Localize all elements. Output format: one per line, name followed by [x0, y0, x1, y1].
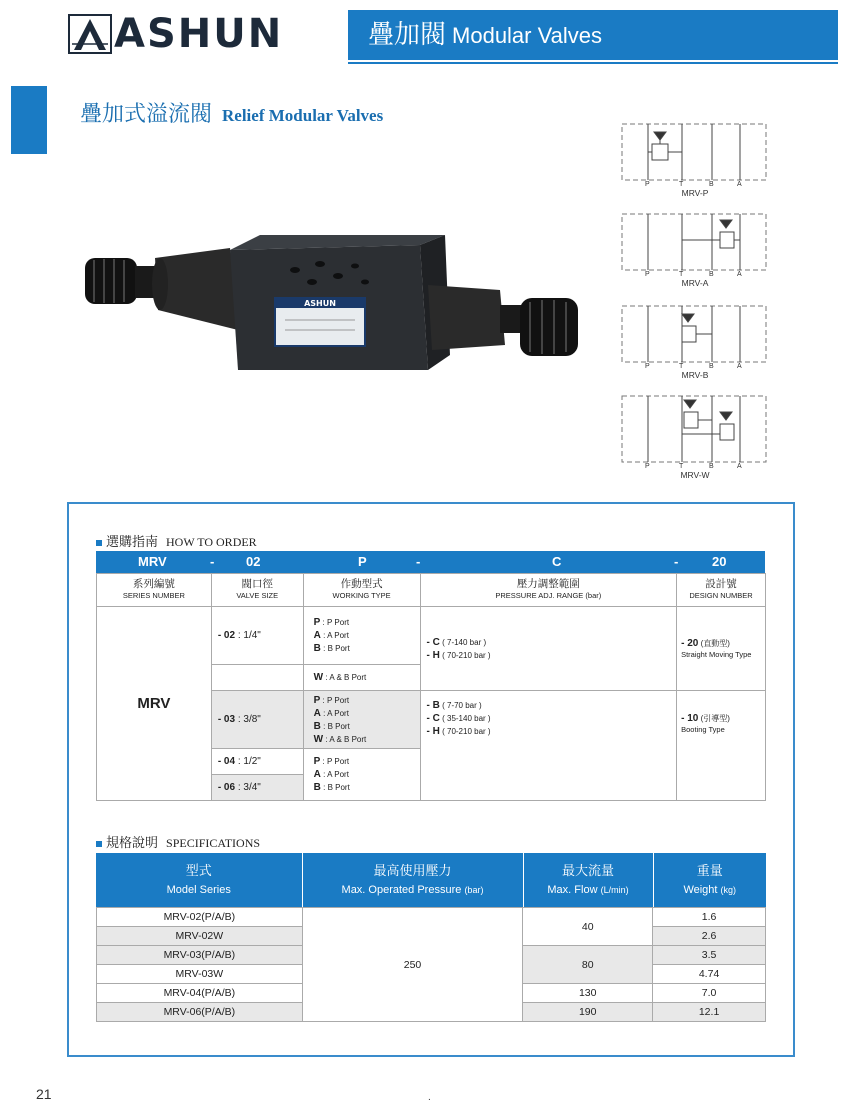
code-size: 02 [246, 554, 261, 569]
pressure-cell: 250 [302, 908, 523, 1022]
work-type-cell: P : P Port A : A Port B : B Port [303, 749, 420, 801]
flow-cell: 80 [523, 946, 653, 984]
order-column-headers [97, 574, 766, 607]
port-label: P [645, 271, 650, 278]
specifications-zh: 規格說明 [106, 835, 159, 850]
schematic-label: MRV-B [681, 370, 709, 380]
pressure-cell: - B ( 7-70 bar ) - C ( 35-140 bar ) - H ( 70-210 bar ) [420, 691, 677, 801]
side-tab [11, 86, 47, 154]
nameplate-logo: ASHUN [304, 299, 336, 308]
size-cell: - 04 : 1/2" [211, 749, 303, 775]
schematic-mrv-p [620, 122, 770, 212]
spec-table-header [96, 853, 766, 907]
code-pressure: C [552, 554, 562, 569]
spec-col-flow: 最大流量 Max. Flow (L/min) [523, 853, 653, 907]
weight-cell: 4.74 [653, 965, 766, 984]
schematic-diagram-icon [620, 212, 770, 274]
port-label: A [737, 181, 742, 188]
page-title-zh: 疊加閥 [368, 19, 447, 49]
how-to-order-en: HOW TO ORDER [166, 535, 257, 549]
how-to-order-zh: 選購指南 [106, 534, 159, 549]
pressure-cell: - C ( 7-140 bar ) - H ( 70-210 bar ) [420, 607, 677, 691]
port-label: B [709, 181, 714, 188]
section-title [80, 100, 383, 130]
size-cell: - 03 : 3/8" [211, 691, 303, 749]
schematic-mrv-b [620, 304, 770, 394]
weight-cell: 2.6 [653, 927, 766, 946]
design-cell: - 10 (引導型) Booting Type [677, 691, 766, 801]
model-cell: MRV-03(P/A/B) [97, 946, 303, 965]
specifications-en: SPECIFICATIONS [166, 836, 261, 850]
bullet-square-icon [96, 841, 102, 847]
schematic-mrv-a [620, 212, 770, 302]
logo-text: ASHUN [114, 11, 284, 57]
model-cell: MRV-06(P/A/B) [97, 1003, 303, 1022]
port-label: P [645, 463, 650, 470]
schematic-diagram-icon [620, 122, 770, 184]
table-row [97, 607, 766, 665]
model-cell: MRV-04(P/A/B) [97, 984, 303, 1003]
size-cell-empty [211, 665, 303, 691]
work-type-cell: P : P Port A : A Port B : B Port [303, 607, 420, 665]
code-design: 20 [712, 554, 727, 569]
code-dash: - [210, 554, 215, 569]
code-type: P [358, 554, 367, 569]
col-design-number: 設計號 DESIGN NUMBER [677, 574, 766, 607]
schematic-label: MRV-P [681, 188, 709, 198]
order-code-bar [96, 551, 765, 573]
model-cell: MRV-03W [97, 965, 303, 984]
weight-cell: 1.6 [653, 908, 766, 927]
port-label: B [709, 271, 714, 278]
code-dash: - [674, 554, 679, 569]
specifications-heading [96, 832, 260, 851]
col-pressure-range: 壓力調整範圍 PRESSURE ADJ. RANGE (bar) [420, 574, 677, 607]
schematic-label: MRV-W [680, 470, 710, 480]
section-title-en: Relief Modular Valves [222, 106, 384, 125]
port-label: B [709, 463, 714, 470]
flow-cell: 130 [523, 984, 653, 1003]
brand-logo [68, 11, 308, 57]
bullet-square-icon [96, 540, 102, 546]
port-label: T [679, 271, 684, 278]
port-label: B [709, 363, 714, 370]
schematic-mrv-w [620, 394, 770, 484]
spec-table [96, 907, 766, 1022]
col-working-type: 作動型式 WORKING TYPE [303, 574, 420, 607]
model-cell: MRV-02(P/A/B) [97, 908, 303, 927]
code-dash: - [416, 554, 421, 569]
table-row [97, 908, 766, 927]
page-number: 21 [36, 1086, 52, 1102]
page-title [368, 18, 602, 52]
schematic-diagram-icon [620, 304, 770, 366]
section-title-zh: 疊加式溢流閥 [80, 101, 213, 126]
flow-cell: 190 [523, 1003, 653, 1022]
port-label: T [679, 363, 684, 370]
work-type-cell: P : P Port A : A Port B : B Port W : A & B Port [303, 691, 420, 749]
port-label: A [737, 463, 742, 470]
weight-cell: 3.5 [653, 946, 766, 965]
flow-cell: 40 [523, 908, 653, 946]
schematic-label: MRV-A [681, 278, 709, 288]
how-to-order-heading [96, 531, 257, 550]
footer-mark: . [428, 1092, 431, 1103]
size-cell: - 06 : 3/4" [211, 775, 303, 801]
schematic-diagram-icon [620, 394, 770, 466]
spec-col-model: 型式 Model Series [96, 853, 302, 907]
spec-col-weight: 重量 Weight (kg) [653, 853, 766, 907]
page-title-en: Modular Valves [452, 23, 603, 48]
port-label: P [645, 181, 650, 188]
order-table [96, 573, 766, 801]
design-cell: - 20 (直動型) Straight Moving Type [677, 607, 766, 691]
col-series: 系列編號 SERIES NUMBER [97, 574, 212, 607]
weight-cell: 12.1 [653, 1003, 766, 1022]
col-valve-size: 閥口徑 VALVE SIZE [211, 574, 303, 607]
port-label: P [645, 363, 650, 370]
series-cell: MRV [97, 607, 212, 801]
work-type-cell: W : A & B Port [303, 665, 420, 691]
spec-col-pressure: 最高使用壓力 Max. Operated Pressure (bar) [302, 853, 523, 907]
code-series: MRV [138, 554, 167, 569]
product-photo [80, 230, 590, 400]
logo-mark-icon [68, 14, 112, 54]
weight-cell: 7.0 [653, 984, 766, 1003]
port-label: A [737, 363, 742, 370]
port-label: T [679, 181, 684, 188]
port-label: A [737, 271, 742, 278]
port-label: T [679, 463, 684, 470]
header-rule [348, 62, 838, 64]
model-cell: MRV-02W [97, 927, 303, 946]
size-cell: - 02 : 1/4" [211, 607, 303, 665]
